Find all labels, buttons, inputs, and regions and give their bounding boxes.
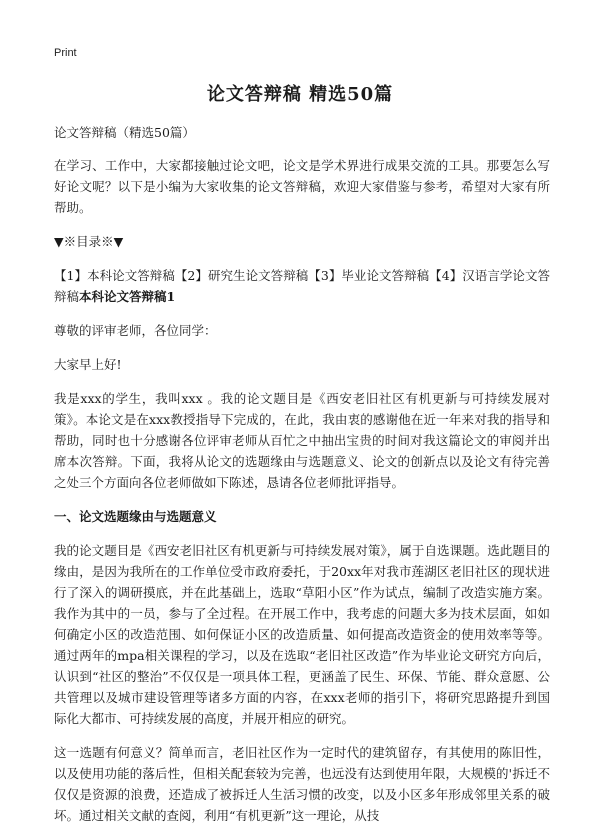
- document-subtitle: 论文答辩稿（精选50篇）: [54, 125, 195, 140]
- greeting-morning: 大家早上好!: [54, 357, 122, 372]
- body-paragraph-1: 我是xxx的学生，我叫xxx 。我的论文题目是《西安老旧社区有机更新与可持续发展对策》。本论文是在xxx教授指导下完成的，在此，我由衷的感谢他在近一年来对我的指导和帮助，同时也十分感谢各位评审老师从百忙之中抽出宝贵的时间对我这篇论文的审阅并出席本次答辩。下面，我将从论文的选题缘由与选题意义、论文的创新点以及论文有待完善之处三个方面向各位老师做如下陈述，恳请各位老师批评指导。: [54, 391, 550, 490]
- body-paragraph-3: 这一选题有何意义？简单而言，老旧社区作为一定时代的建筑留存，有其使用的陈旧性，以及使用功能的落后性，但相关配套较为完善，也远没有达到使用年限，大规模的'拆迁不仅仅是资源的浪费，还造成了被拆迁人生活习惯的改变，以及小区多年形成邻里关系的破坏。通过相关文献的查阅，利用“有机更新”这一理论，从技: [54, 745, 550, 823]
- toc-label: ▼※目录※▼: [54, 234, 124, 249]
- document-body: [54, 122, 550, 839]
- greeting-line: 尊敬的评审老师，各位同学：: [54, 323, 217, 338]
- toc-line: [54, 265, 550, 307]
- section-heading-1: 一、论文选题缘由与选题意义: [54, 509, 217, 524]
- print-label[interactable]: Print: [54, 47, 77, 59]
- body-paragraph-2: 我的论文题目是《西安老旧社区有机更新与可持续发展对策》，属于自选课题。选此题目的缘由，是因为我所在的工作单位受市政府委托，于20xx年对我市莲湖区老旧社区的现状进行了深入的调研摸底，并在此基础上，选取“草阳小区”作为试点，编制了改造实施方案。我作为其中的一员，参与了全过程。在开展工作中，我考虑的问题大多为技术层面，如如何确定小区的改造范围、如何保证小区的改造质量、如何提高改造资金的使用效率等等。通过两年的mpa相关课程的学习，以及在选取“老旧社区改造”作为毕业论文研究方向后，认识到“社区的整治”不仅仅是一项具体工程，更涵盖了民生、环保、节能、群众意愿、公共管理以及城市建设管理等诸多方面的内容，在xxx老师的指引下，将研究思路提升到国际化大都市、可持续发展的高度，并展开相应的研究。: [54, 543, 550, 726]
- toc-links[interactable]: 【1】本科论文答辩稿【2】研究生论文答辩稿【3】毕业论文答辩稿【4】汉语言学论文答辩稿: [54, 268, 550, 304]
- document-title: 论文答辩稿 精选50篇: [206, 84, 394, 105]
- intro-paragraph: 在学习、工作中，大家都接触过论文吧，论文是学术界进行成果交流的工具。那要怎么写好论文呢？以下是小编为大家收集的论文答辩稿，欢迎大家借鉴与参考，希望对大家有所帮助。: [54, 158, 550, 215]
- toc-current-section: 本科论文答辩稿1: [79, 289, 176, 304]
